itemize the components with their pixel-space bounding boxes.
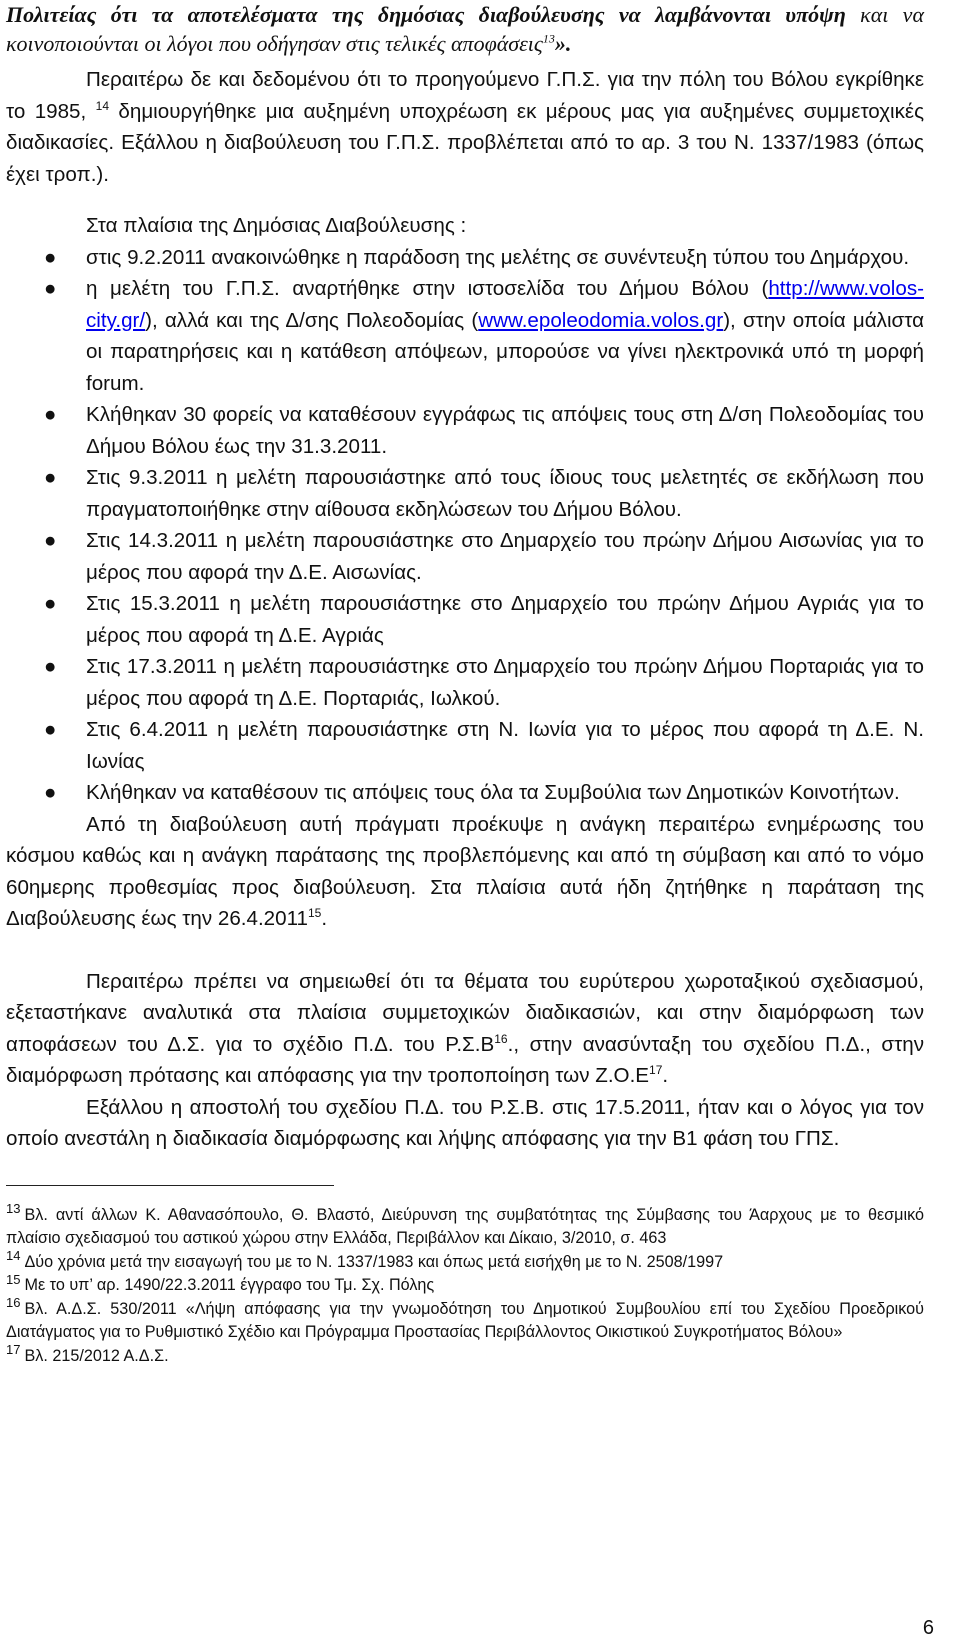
bullet-icon: ● [44, 592, 57, 615]
para2-text: Από τη διαβούλευση αυτή πράγματι προέκυψε η ανάγκη περαιτέρω ενημέρωσης του κόσμου καθώς και η ανάγκη παράτασης της προβλεπόμενης και από τη σύμβαση και από το νόμο 60ημερης προθεσμίας προς διαβούλευση. Στα πλαίσια αυτά ήδη ζητήθηκε η παράταση της Διαβούλευσης έως την 26.4.2011 [6, 812, 924, 930]
document-page [6, 0, 924, 1368]
footnote-text: Βλ. αντί άλλων Κ. Αθανασόπουλο, Θ. Βλαστό, Διεύρυνση της συμβατότητας της Σύμβασης του Άαρχους με το θεσμικό πλαίσιο σχεδιασμού του αστικού χώρου στην Ελλάδα, Περιβάλλον και Δίκαιο, 3/2010, σ. 463 [6, 1205, 924, 1247]
list-item-text: Στις 17.3.2011 η μελέτη παρουσιάστηκε στο Δημαρχείο του πρώην Δήμου Πορταριάς για το μέρος που αφορά τη Δ.Ε. Πορταριάς, Ιωλκού. [86, 655, 924, 710]
bullet-icon: ● [44, 529, 57, 552]
list-item [44, 399, 924, 462]
bullet-icon: ● [44, 403, 57, 426]
website-item-text-a: η μελέτη του Γ.Π.Σ. αναρτήθηκε στην ιστοσελίδα του Δήμου Βόλου ( [86, 277, 769, 300]
list-item [44, 714, 924, 777]
page-number: 6 [922, 1617, 934, 1639]
footnote-text: Βλ. Α.Δ.Σ. 530/2011 «Λήψη απόφασης για την γνωμοδότηση του Δημοτικού Συμβουλίου επί του Σχεδίου Προεδρικού Διατάγματος για το Ρυθμιστικό Σχέδιο και Πρόγραμμα Προστασίας Περιβάλλοντος Οικιστικού Συγκροτήματος Βόλου» [6, 1299, 924, 1341]
footnote-16 [6, 1295, 924, 1345]
intro-paragraph [6, 0, 924, 58]
paragraph-gps-history [6, 64, 924, 190]
list-item [44, 462, 924, 525]
footnote-number: 13 [6, 1201, 21, 1217]
paragraph-extension [6, 809, 924, 935]
footnote-number: 16 [6, 1295, 21, 1311]
list-item [44, 588, 924, 651]
footnote-ref-14[interactable]: 14 [95, 98, 109, 113]
paragraph-spatial-planning [6, 966, 924, 1092]
list-item-text: Κλήθηκαν να καταθέσουν τις απόψεις τους όλα τα Συμβούλια των Δημοτικών Κοινοτήτων. [86, 781, 900, 804]
bullet-icon: ● [44, 277, 57, 300]
footnote-ref-16[interactable]: 16 [494, 1031, 508, 1046]
intro-italic-end: ». [554, 31, 572, 56]
list-item-text: Στις 9.3.2011 η μελέτη παρουσιάστηκε από τους ίδιους τους μελετητές σε εκδήλωση που πραγματοποιήθηκε στην αίθουσα εκδηλώσεων του Δήμου Βόλου. [86, 466, 924, 521]
bullet-icon: ● [44, 718, 57, 741]
list-item-text: Στις 14.3.2011 η μελέτη παρουσιάστηκε στο Δημαρχείο του πρώην Δήμου Αισωνίας για το μέρος που αφορά την Δ.Ε. Αισωνίας. [86, 529, 924, 584]
footnote-text: Με το υπ’ αρ. 1490/22.3.2011 έγγραφο του Τμ. Σχ. Πόλης [24, 1276, 435, 1294]
intro-italic-text: και να κοινοποιούνται οι λόγοι που οδήγησαν στις τελικές αποφάσεις [6, 2, 924, 56]
list-item [44, 777, 924, 809]
footnote-separator [6, 1185, 334, 1186]
consultation-list [6, 242, 924, 809]
footnote-number: 14 [6, 1248, 21, 1264]
footnote-14 [6, 1248, 924, 1275]
para1-text-a: Περαιτέρω δε και δεδομένου ότι το προηγούμενο Γ.Π.Σ. για την πόλη του Βόλου εγκρίθηκε το 1985, [6, 68, 924, 123]
footnote-number: 15 [6, 1271, 21, 1287]
epoleodomia-link[interactable]: www.epoleodomia.volos.gr [478, 308, 724, 332]
footnote-13 [6, 1201, 924, 1251]
list-item-text: Κλήθηκαν 30 φορείς να καταθέσουν εγγράφως τις απόψεις τους στη Δ/ση Πολεοδομίας του Δήμου Βόλου έως την 31.3.2011. [86, 403, 924, 458]
footnote-17 [6, 1342, 924, 1369]
footnote-number: 17 [6, 1342, 21, 1358]
paragraph-suspension: Εξάλλου η αποστολή του σχεδίου Π.Δ. του Ρ.Σ.Β. στις 17.5.2011, ήταν και ο λόγος για τον οποίο ανεστάλη η διαδικασία διαμόρφωσης και λήψης απόφασης για την Β1 φάση του ΓΠΣ. [6, 1095, 924, 1150]
para3-text-a: Περαιτέρω πρέπει να σημειωθεί ότι τα θέματα του ευρύτερου χωροταξικού σχεδιασμού, εξεταστήκανε αναλυτικά στα πλαίσια συμμετοχικών διαδικασιών, και στην διαμόρφωση των αποφάσεων του Δ.Σ. για το σχέδιο Π.Δ. του Ρ.Σ.Β [6, 969, 924, 1056]
list-item [44, 242, 924, 274]
list-item [44, 273, 924, 399]
para3-end: . [662, 1064, 669, 1087]
para2-end: . [321, 907, 328, 930]
para1-text-b: δημιουργήθηκε μια αυξημένη υποχρέωση εκ μέρους μας για αυξημένες συμμετοχικές διαδικασίες. Εξάλλου η διαβούλευση του Γ.Π.Σ. προβλέπεται από το αρ. 3 του Ν. 1337/1983 (όπως έχει τροπ.). [6, 99, 924, 186]
list-item-text: Στις 15.3.2011 η μελέτη παρουσιάστηκε στο Δημαρχείο του πρώην Δήμου Αγριάς για το μέρος που αφορά τη Δ.Ε. Αγριάς [86, 592, 924, 647]
para3-text-b: ., στην ανασύνταξη του σχεδίου Π.Δ., στην διαμόρφωση πρότασης και απόφασης για την τροποποίηση των Ζ.Ο.Ε [6, 1032, 924, 1087]
website-item-text-c: ), στην οποία μάλιστα οι παρατηρήσεις και η κατάθεση απόψεων, μπορούσε να γίνει ηλεκτρονικά υπό τη μορφή forum. [86, 308, 924, 395]
intro-italic-bold: Πολιτείας ότι τα αποτελέσματα της δημόσιας διαβούλευσης να λαμβάνονται υπόψη [6, 2, 846, 27]
bullet-icon: ● [44, 466, 57, 489]
footnotes [6, 1201, 924, 1369]
footnote-text: Δύο χρόνια μετά την εισαγωγή του με το Ν. 1337/1983 και όπως μετά εισήχθη με το Ν. 2508/1997 [24, 1252, 724, 1271]
bullet-icon: ● [44, 655, 57, 678]
bullet-icon: ● [44, 781, 57, 804]
footnote-ref-15[interactable]: 15 [307, 906, 322, 921]
footnote-15 [6, 1271, 924, 1298]
footnote-ref-13[interactable]: 13 [542, 31, 555, 46]
list-item-text: Στις 6.4.2011 η μελέτη παρουσιάστηκε στη Ν. Ιωνία για το μέρος που αφορά τη Δ.Ε. Ν. Ιωνίας [86, 718, 924, 773]
list-item [44, 651, 924, 714]
consultation-heading: Στα πλαίσια της Δημόσιας Διαβούλευσης : [86, 214, 467, 237]
list-item [44, 525, 924, 588]
list-item-text: στις 9.2.2011 ανακοινώθηκε η παράδοση της μελέτης σε συνέντευξη τύπου του Δημάρχου. [86, 245, 910, 269]
footnote-ref-17[interactable]: 17 [649, 1063, 663, 1078]
website-item-text-b: ), αλλά και της Δ/σης Πολεοδομίας ( [145, 308, 479, 332]
bullet-icon: ● [44, 245, 57, 269]
spacer [6, 935, 924, 966]
footnote-text: Βλ. 215/2012 Α.Δ.Σ. [24, 1346, 169, 1365]
volos-city-link[interactable]: http://www.volos-city.gr/ [86, 277, 924, 332]
